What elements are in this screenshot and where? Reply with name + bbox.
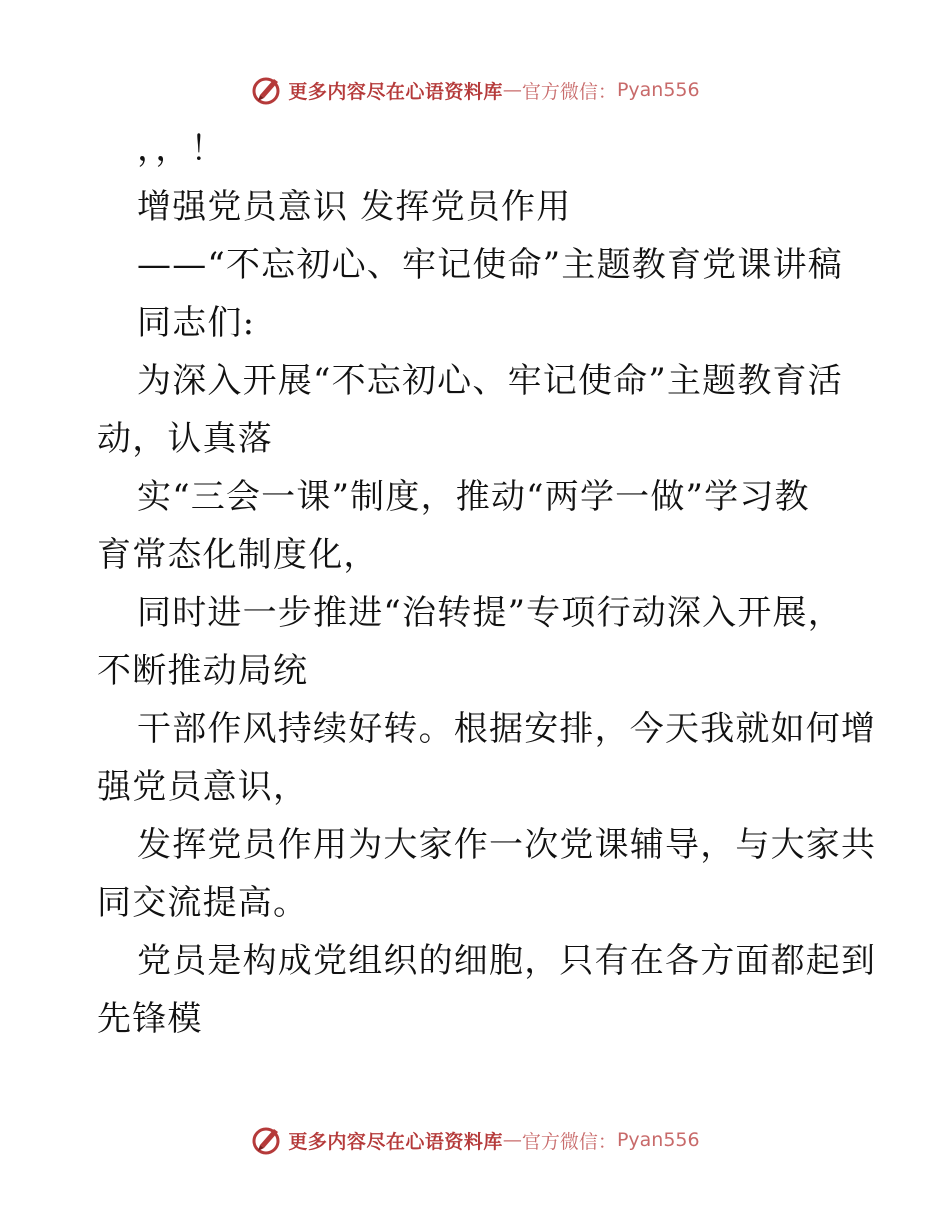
pen-logo-icon <box>250 73 284 107</box>
doc-line: 动，认真落 <box>97 419 273 459</box>
watermark-brand: 更多内容尽在心语资料库 <box>288 1130 503 1153</box>
header-watermark <box>0 70 950 110</box>
doc-line: 干部作风持续好转。根据安排，今天我就如何增 <box>137 709 877 749</box>
doc-line: 不断推动局统 <box>97 651 309 691</box>
doc-line: 发挥党员作用为大家作一次党课辅导，与大家共 <box>137 825 877 865</box>
doc-line: 先锋模 <box>97 999 203 1039</box>
watermark-dash: — <box>502 1129 522 1151</box>
doc-subtitle: ——“不忘初心、牢记使命”主题教育党课讲稿 <box>137 245 843 285</box>
doc-line: 为深入开展“不忘初心、牢记使命”主题教育活 <box>137 361 843 401</box>
document-body <box>97 120 877 1048</box>
doc-line: 实“三会一课”制度，推动“两学一做”学习教 <box>137 477 810 517</box>
watermark-brand: 更多内容尽在心语资料库 <box>288 80 503 103</box>
doc-title: 增强党员意识 发挥党员作用 <box>137 187 572 227</box>
doc-line: 同时进一步推进“治转提”专项行动深入开展， <box>137 593 843 633</box>
pen-logo-icon <box>250 1123 284 1157</box>
doc-line: 强党员意识， <box>97 767 309 807</box>
watermark-wechat-id: Pyan556 <box>616 1129 700 1151</box>
doc-line: 育常态化制度化， <box>97 535 379 575</box>
watermark-wechat-id: Pyan556 <box>616 79 700 101</box>
doc-salutation: 同志们: <box>137 303 256 343</box>
doc-line: ，，！ <box>137 129 226 169</box>
footer-watermark <box>0 1120 950 1160</box>
watermark-official: 官方微信： <box>521 80 617 103</box>
doc-line: 同交流提高。 <box>97 883 309 923</box>
watermark-official: 官方微信： <box>521 1130 617 1153</box>
doc-line: 党员是构成党组织的细胞，只有在各方面都起到 <box>137 941 877 981</box>
watermark-dash: — <box>502 79 522 101</box>
